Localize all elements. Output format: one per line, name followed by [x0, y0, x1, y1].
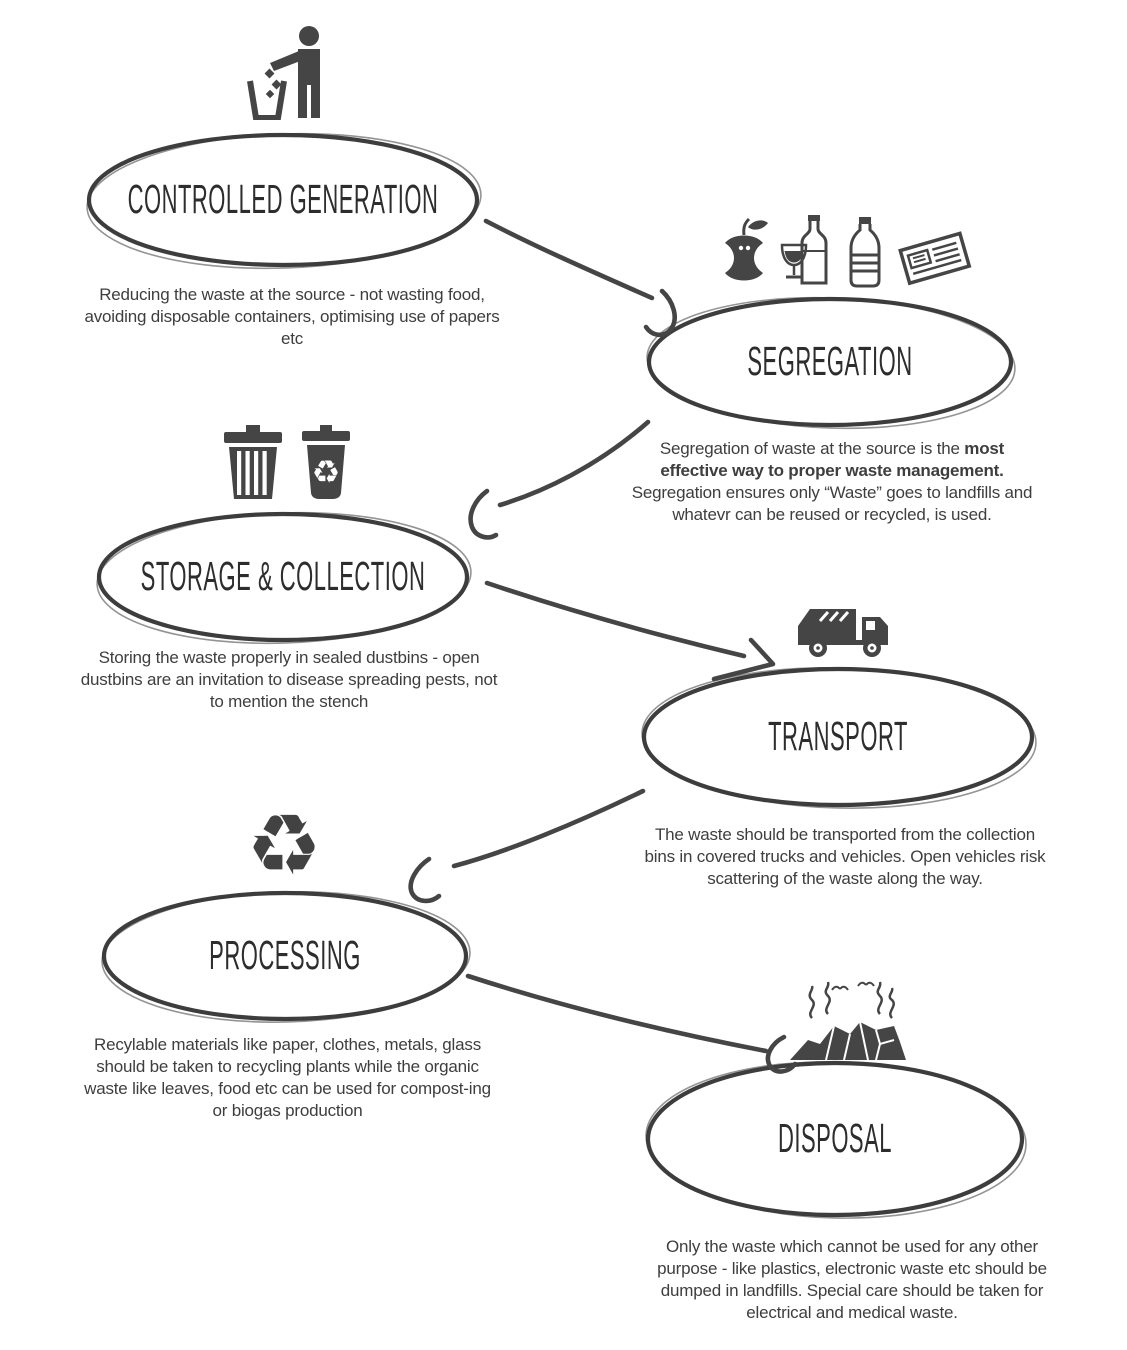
stage-title-segregation: SEGREGATION — [747, 337, 913, 385]
arrow-storage-to-transport — [487, 583, 773, 679]
stage-description-segregation: Segregation of waste at the source is the most effective way to proper waste management. Segregation ensures only “Waste” goes to landfills and whatevr can be reused or recycled, is used. — [631, 439, 1033, 524]
stage-description-controlled-generation: Reducing the waste at the source - not wasting food, avoiding disposable containers, optimising use of papers etc — [84, 285, 500, 348]
stage-title-processing: PROCESSING — [209, 931, 361, 979]
plastic-bottle-icon — [844, 217, 886, 294]
stage-description-processing: Recylable materials like paper, clothes, metals, glass should be taken to recycling plants while the organic waste like leaves, food etc can be used for compost-ing or biogas production — [84, 1035, 491, 1120]
stage-title-disposal: DISPOSAL — [777, 1114, 893, 1162]
trash-can-icon — [222, 425, 284, 504]
stage-title-storage-collection: STORAGE & COLLECTION — [140, 552, 426, 600]
person-littering-icon — [246, 24, 338, 120]
newspaper-icon — [894, 225, 978, 294]
arrow-processing-to-disposal — [468, 976, 795, 1072]
stage-title-transport: TRANSPORT — [768, 712, 908, 760]
svg-text:♻: ♻ — [311, 453, 341, 491]
landfill-icon — [784, 980, 916, 1066]
recycle-symbol-icon — [240, 800, 328, 884]
stage-title-controlled-generation: CONTROLLED GENERATION — [127, 175, 439, 223]
arrow-generation-to-segregation — [486, 221, 675, 335]
segregation-icons-row — [718, 218, 978, 294]
bottle-and-glass-icon — [778, 215, 836, 294]
stage-description-transport: The waste should be transported from the collection bins in covered trucks and vehicles. Open vehicles risk scattering of the waste along the way. — [644, 825, 1046, 888]
svg-text:♻: ♻ — [246, 800, 322, 884]
storage-icons-row — [222, 430, 352, 504]
stage-description-storage-collection: Storing the waste properly in sealed dustbins - open dustbins are an invitation to disease spreading pests, not to mention the stench — [80, 648, 498, 711]
arrow-segregation-to-storage — [471, 422, 648, 537]
garbage-truck-icon — [792, 602, 904, 658]
stage-description-disposal: Only the waste which cannot be used for any other purpose - like plastics, electronic waste etc should be dumped in landfills. Special care should be taken for electrical and medical waste. — [657, 1237, 1047, 1322]
recycle-bin-icon — [300, 425, 352, 504]
arrow-transport-to-processing — [411, 791, 643, 901]
apple-core-icon — [718, 217, 770, 294]
